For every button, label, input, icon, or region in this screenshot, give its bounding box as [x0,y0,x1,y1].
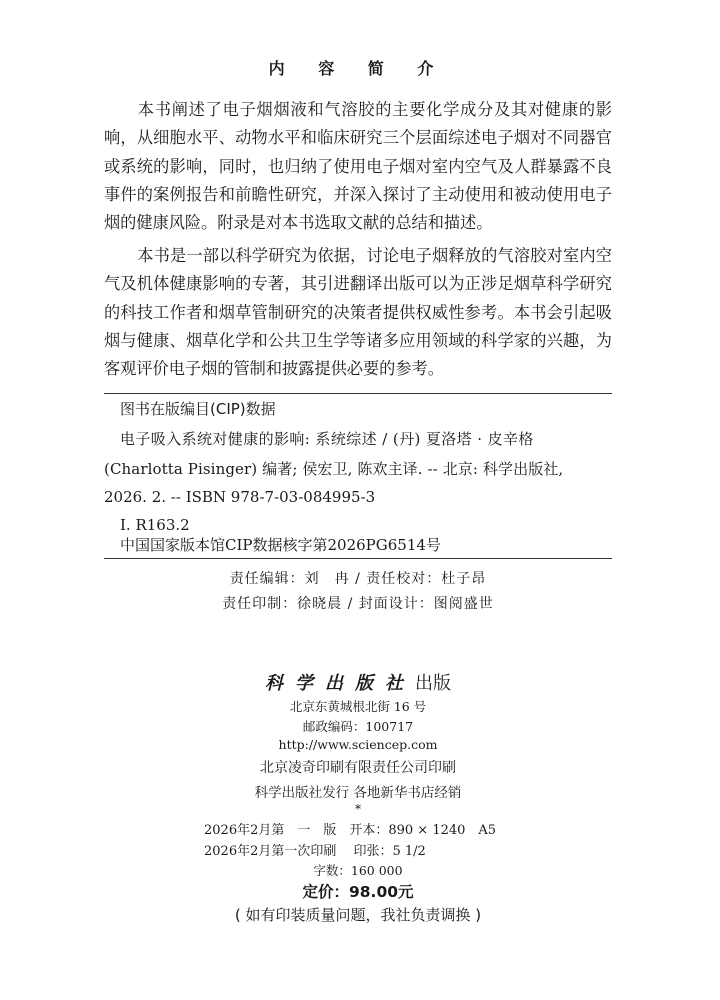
publisher-suffix: 出版 [415,673,451,694]
word-count: 字数：160 000 [313,863,403,878]
section-title: 内 容 简 介 [268,59,448,78]
cip-heading: 图书在版编目(CIP)数据 [120,400,276,418]
edition-info: 2026年2月第 一 版 开本：890 × 1240 A5 [204,823,497,838]
postcode: 邮政编码：100717 [302,719,414,734]
impression-info: 2026年2月第一次印刷 印张：5 1/2 [204,844,426,859]
production-credits: 责任印制：徐晓晨 / 封面设计：图阅盛世 [222,596,494,612]
publisher-website: http://www.sciencep.com [278,737,438,752]
summary-paragraph-1 [104,96,612,237]
summary-paragraph-2-text: 本书是一部以科学研究为依据，讨论电子烟释放的气溶胶对室内空气及机体健康影响的专著，其引进翻译出版可以为正涉足烟草科学研究的科技工作者和烟草管制研究的决策者提供权威性参考。本书会引起吸烟与健康、烟草化学和公共卫生学等诸多应用领域的科学家的兴趣，为客观评价电子烟的管制和披露提供必要的参考。 [104,246,612,379]
cip-bottom-rule [104,558,612,559]
summary-paragraph-2 [104,242,612,383]
cip-title-line: 电子吸入系统对健康的影响: 系统综述 / (丹) 夏洛塔 · 皮辛格 [120,430,534,448]
distribution: 科学出版社发行 各地新华书店经销 [254,785,462,801]
publisher-address: 北京东黄城根北街 16 号 [289,699,427,714]
quality-notice: ( 如有印装质量问题，我社负责调换 ) [234,906,482,924]
cip-isbn-line: 2026. 2. -- ISBN 978-7-03-084995-3 [104,488,376,506]
printer: 北京凌奇印刷有限责任公司印刷 [260,760,456,776]
cip-classification: I. R163.2 [120,516,190,534]
summary-paragraph-1-text: 本书阐述了电子烟烟液和气溶胶的主要化学成分及其对健康的影响，从细胞水平、动物水平和临床研究三个层面综述电子烟对不同器官或系统的影响，同时，也归纳了使用电子烟对室内空气及人群暴露不良事件的案例报告和前瞻性研究，并深入探讨了主动使用和被动使用电子烟的健康风险。附录是对本书选取文献的总结和描述。 [104,100,612,233]
price: 定价：98.00元 [302,883,414,901]
cip-author-line: (Charlotta Pisinger) 编著; 侯宏卫, 陈欢主译. -- 北京: 科学出版社, [104,460,564,478]
cip-record-number: 中国国家版本馆CIP数据核字第2026PG6514号 [120,536,441,554]
publisher-line [104,669,612,695]
cip-top-rule [104,393,612,394]
separator-asterisk: * [355,802,361,816]
publisher-brand: 科学出版社 [265,673,415,694]
editor-credits: 责任编辑：刘 冉 / 责任校对：杜子昂 [229,571,487,587]
